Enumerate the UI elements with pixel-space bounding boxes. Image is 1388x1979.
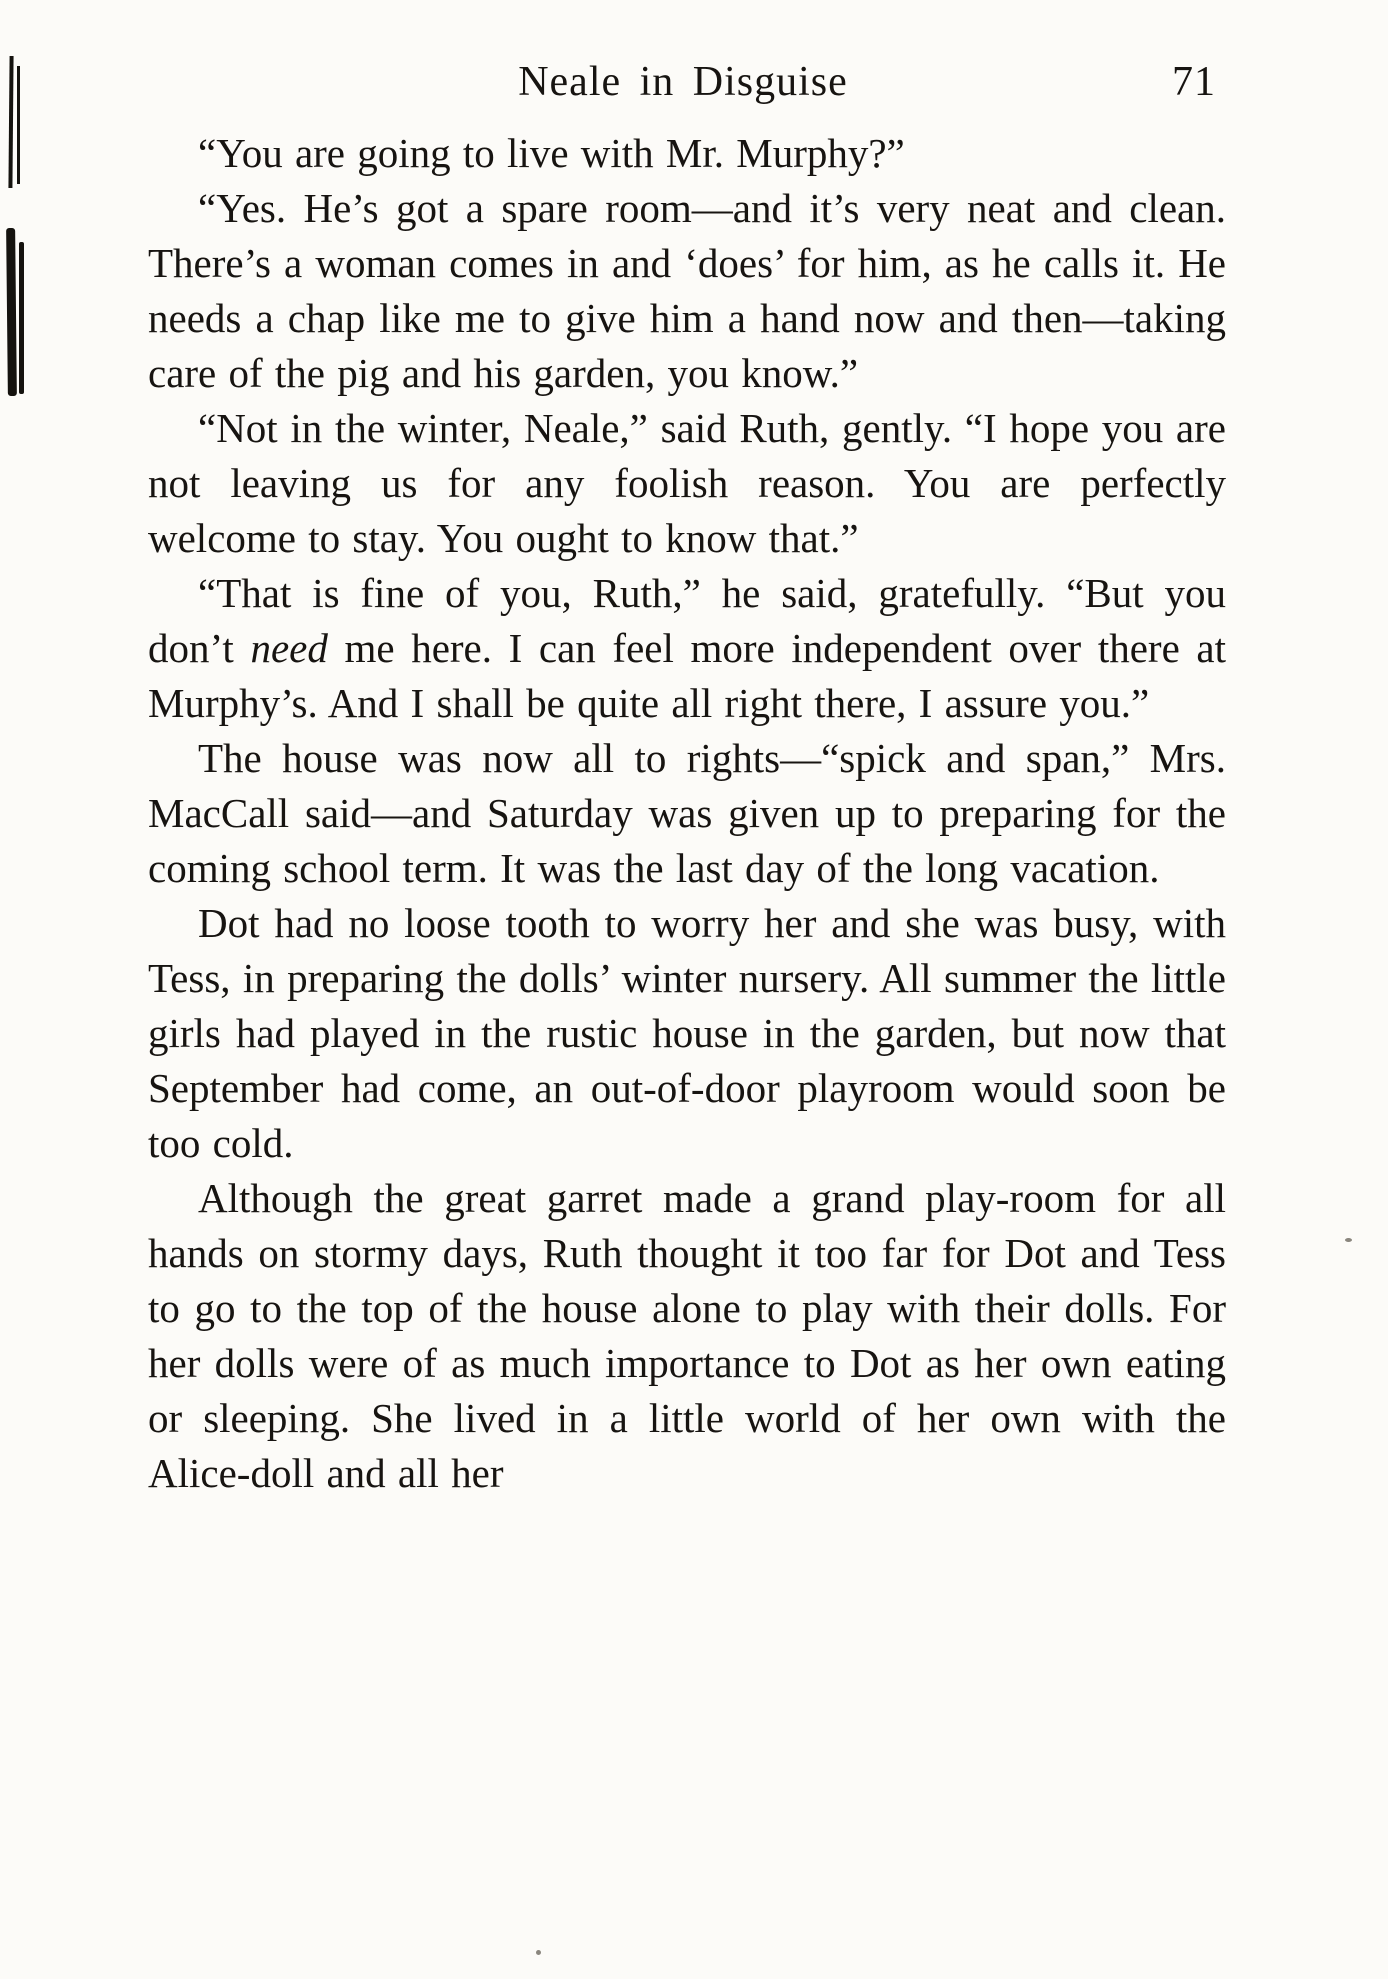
text-run: “That is fine of you, Ruth,” he said, gratefully. “But you don’t (148, 570, 1226, 671)
text-run: “You are going to live with Mr. Murphy?” (198, 130, 905, 176)
scan-artifact-line (19, 242, 24, 394)
scan-speck (1345, 1238, 1352, 1242)
text-run: Although the great garret made a grand play-room for all hands on stormy days, Ruth thought it too far for Dot and Tess to go to the top of the house alone to play with their dolls. For her dolls were of as much importance to Dot as her own eating or sleeping. She lived in a little world of her own with the Alice-doll and all her (148, 1175, 1226, 1496)
text-run: “Yes. He’s got a spare room—and it’s very neat and clean. There’s a woman comes in and ‘does’ for him, as he calls it. He needs a chap like me to give him a hand now and then—taking care of the pig and his garden, you know.” (148, 185, 1226, 396)
scan-artifact-line (8, 56, 13, 188)
paragraph (148, 896, 1226, 1171)
text-run: me here. I can feel more independent over there at Murphy’s. And I shall be quite all right there, I assure you.” (148, 625, 1226, 726)
paragraph (148, 731, 1226, 896)
page-number: 71 (1172, 59, 1216, 105)
text-run: “Not in the winter, Neale,” said Ruth, gently. “I hope you are not leaving us for any foolish reason. You are perfectly welcome to stay. You ought to know that.” (148, 405, 1226, 561)
paragraph (148, 181, 1226, 401)
body-text (148, 126, 1226, 1501)
italic-text-run: need (250, 625, 328, 671)
paragraph (148, 1171, 1226, 1501)
scan-speck (536, 1950, 541, 1955)
scan-artifact-line (6, 228, 17, 396)
text-run: Dot had no loose tooth to worry her and she was busy, with Tess, in preparing the dolls’ winter nursery. All summer the little girls had played in the rustic house in the garden, but now that September had come, an out-of-door playroom would soon be too cold. (148, 900, 1226, 1166)
scan-artifact-line (17, 66, 20, 184)
running-title: Neale in Disguise (518, 59, 848, 105)
page-header (150, 58, 1216, 114)
paragraph (148, 126, 1226, 181)
text-run: The house was now all to rights—“spick and span,” Mrs. MacCall said—and Saturday was given up to preparing for the coming school term. It was the last day of the long vacation. (148, 735, 1226, 891)
paragraph (148, 401, 1226, 566)
paragraph (148, 566, 1226, 731)
